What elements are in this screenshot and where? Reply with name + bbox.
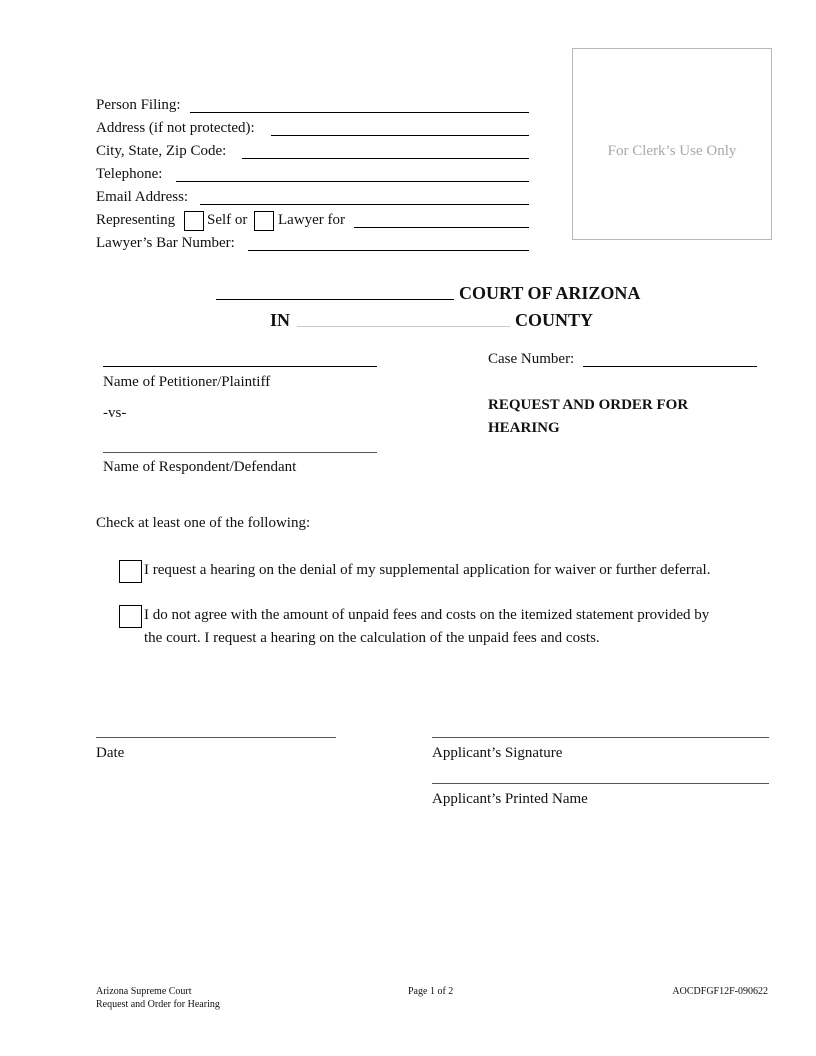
court-name-field[interactable]: [216, 299, 454, 300]
person-filing-field[interactable]: [190, 112, 529, 113]
respondent-name-field[interactable]: [103, 452, 377, 453]
petitioner-name-field[interactable]: [103, 366, 377, 367]
footer-form-name: Request and Order for Hearing: [96, 999, 220, 1010]
option1-checkbox[interactable]: [119, 560, 142, 583]
document-title-line2: HEARING: [488, 420, 560, 436]
option2-text-line2: the court. I request a hearing on the calculation of the unpaid fees and costs.: [144, 630, 600, 646]
county-label: COUNTY: [515, 310, 594, 330]
option1-text: I request a hearing on the denial of my supplemental application for waiver or further deferral.: [144, 562, 711, 578]
lawyer-for-label: Lawyer for: [278, 212, 346, 228]
address-label: Address (if not protected):: [96, 120, 255, 136]
printed-name-field[interactable]: [432, 783, 769, 784]
representing-label: Representing: [96, 212, 176, 228]
court-of-arizona-heading: COURT OF ARIZONA: [459, 283, 641, 303]
bar-number-label: Lawyer’s Bar Number:: [96, 235, 235, 251]
lawyer-for-field[interactable]: [354, 227, 529, 228]
clerk-use-text: For Clerk’s Use Only: [607, 143, 737, 159]
case-number-label: Case Number:: [488, 351, 575, 367]
case-number-field[interactable]: [583, 366, 757, 367]
footer-court-name: Arizona Supreme Court: [96, 986, 192, 997]
vs-label: -vs-: [103, 405, 127, 421]
petitioner-label: Name of Petitioner/Plaintiff: [103, 374, 271, 390]
lawyer-checkbox[interactable]: [254, 211, 274, 231]
signature-field[interactable]: [432, 737, 769, 738]
respondent-label: Name of Respondent/Defendant: [103, 459, 297, 475]
signature-label: Applicant’s Signature: [432, 745, 563, 761]
self-checkbox[interactable]: [184, 211, 204, 231]
email-field[interactable]: [200, 204, 529, 205]
footer-page-number: Page 1 of 2: [408, 986, 454, 997]
city-state-zip-field[interactable]: [242, 158, 529, 159]
city-state-zip-label: City, State, Zip Code:: [96, 143, 227, 159]
footer-left: [96, 985, 220, 1011]
document-title-line1: REQUEST AND ORDER FOR: [488, 397, 689, 413]
clerk-use-box: [572, 48, 772, 240]
date-field[interactable]: [96, 737, 336, 738]
telephone-label: Telephone:: [96, 166, 163, 182]
date-label: Date: [96, 745, 125, 761]
footer-form-code: AOCDFGF12F-090622: [672, 986, 768, 997]
printed-name-label: Applicant’s Printed Name: [432, 791, 588, 807]
telephone-field[interactable]: [176, 181, 529, 182]
option2-text-line1: I do not agree with the amount of unpaid fees and costs on the itemized statement provided by: [144, 607, 710, 623]
email-label: Email Address:: [96, 189, 189, 205]
self-or-label: Self or: [207, 212, 248, 228]
in-label: IN: [270, 310, 291, 330]
instruction-text: Check at least one of the following:: [96, 515, 311, 531]
option2-checkbox[interactable]: [119, 605, 142, 628]
bar-number-field[interactable]: [248, 250, 529, 251]
county-field[interactable]: [297, 326, 510, 327]
address-field[interactable]: [271, 135, 529, 136]
person-filing-label: Person Filing:: [96, 97, 181, 113]
